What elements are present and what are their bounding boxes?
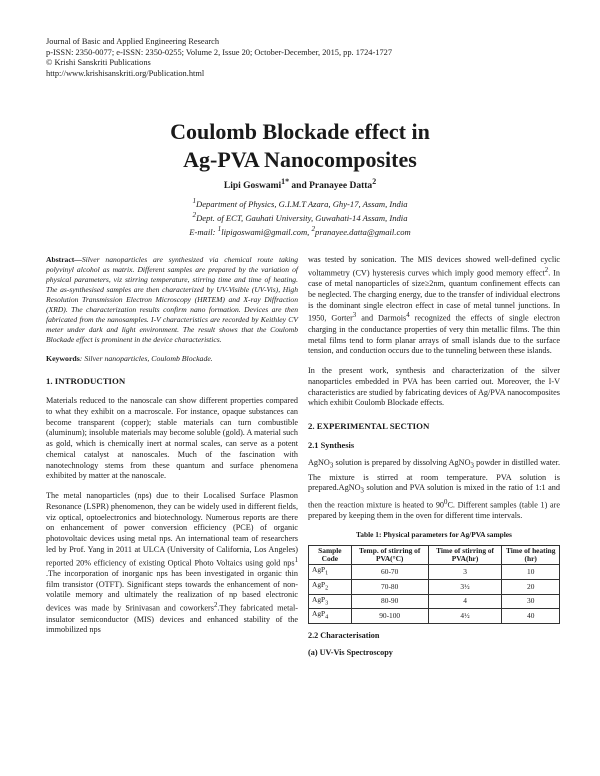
title-line-2: Ag-PVA Nanocomposites	[183, 147, 417, 172]
intro-p2-part-c: .They fabricated metal-insulator semiconductor (MIS) devices and enhanced stability of the immobilized nps	[46, 603, 298, 635]
journal-name: Journal of Basic and Applied Engineering Research	[46, 37, 220, 46]
synth-part-1: AgNO	[308, 458, 330, 468]
title-line-1: Coulomb Blockade effect in	[170, 119, 430, 144]
synth-part-5: C. Different samples (table 1) are prepared by keeping them in the oven for different time intervals.	[308, 500, 560, 521]
heat-cell: 20	[502, 580, 560, 595]
author-2-mark: 2	[372, 177, 377, 186]
synth-part-3: powder in distilled water. The mixture is stirred at room temperature. PVA solution is prepared.AgNO	[308, 458, 560, 493]
temp-cell: 80-90	[351, 594, 428, 609]
table-header-row	[309, 545, 560, 564]
journal-issn: p-ISSN: 2350-0077; e-ISSN: 2350-0255; Volume 2, Issue 20; October-December, 2015, pp. 1724-1727	[46, 47, 393, 57]
sample-code: AgP$_2$	[309, 580, 352, 595]
intro-paragraph-1: Materials reduced to the nanoscale can show different properties compared to what they exhibit on a macroscale. For instance, opaque substances can become transparent (copper); stable materials can turn combustible (aluminum); insoluble materials may become soluble (gold). A material such as gold, which is chemically inert at normal scales, can serve as a potent chemical catalyst at nanoscales. Much of the fascination with nanotechnology stems from these quantum and surface phenomena exhibited by matter at the nanoscale.	[46, 396, 298, 481]
intro-heading: 1. INTRODUCTION	[46, 376, 126, 386]
heat-cell: 30	[502, 594, 560, 609]
sample-code: AgP$_4$	[309, 609, 352, 624]
affiliation-2	[0, 210, 600, 224]
keywords-label: Keywords	[46, 354, 80, 363]
intro-p2-part-a: The metal nanoparticles (nps) due to their Localised Surface Plasmon Resonance (LSPR) phenomenon, they can be widely used in different fields, viz optical, optoelectronics and biotechnology. Numerous reports are there on enhancement of power conversion efficiency (PCE) of organic photovoltaic devices using metal nps. An international team of researchers led by Prof. Yang in 2011 at ULCA (University of California, Los Angeles) reported 20% efficiency of existing Optical Photo Voltaics using gold nps	[46, 491, 298, 568]
affiliation-2-mark: 2	[192, 210, 197, 219]
intro-paragraph-2	[46, 491, 298, 636]
table-row	[309, 580, 560, 595]
header-stir-time: Time of stirring of PVA(hr)	[428, 545, 502, 564]
author-line	[0, 177, 600, 191]
citation-1: 1	[294, 556, 298, 564]
synth-sub-2: 3	[470, 462, 474, 470]
intro-r1-part-d: recognized the effects of single electron charging in the conductance properties of very thin metallic films. The thin metal films tend to form planar arrays of small islands due to the surface tension, and conduction occurs due to the tunneling between these islands.	[308, 314, 560, 356]
header-temp: Temp. of stirring of PVA(°C)	[351, 545, 428, 564]
abstract-text: Silver nanoparticles are synthesized via chemical route taking polyvinyl alcohol as matrix. Different samples are prepared by the variation of physical parameters, viz stirring temperature, stirring time and time of heating. The as-synthesised samples are then characterized by UV-Visible (UV-Vis), High Resolution Transmission Electron Microscopy (HRTEM) and X-ray Diffraction (XRD). The characterization results confirm nano formation. Devices are then fabricated from the nanosamples. I-V characteristics are recorded by Keithley CV meter under dark and light environment. The result shows that the Coulomb Blockade effect is prominent in the device characteristics.	[46, 255, 298, 344]
right-column	[308, 255, 560, 658]
table-row	[309, 565, 560, 580]
abstract-label: Abstract—	[46, 255, 82, 264]
synth-sub-1: 3	[329, 462, 334, 470]
intro-r1-part-b: . In case of metal nanoparticles of size≥2nm, quantum confinement effects can be neglected. The charging energy, due to the transfer of individual electrons is the dominant single electron effect in case of metal tunnel junctions. In 1950, Gorter	[308, 268, 560, 324]
affiliation-1-mark: 1	[192, 197, 197, 205]
temp-cell: 60-70	[351, 565, 428, 580]
abstract	[46, 255, 298, 345]
synth-part-2: solution is prepared by dissolving AgNO	[333, 458, 471, 468]
heat-cell: 10	[502, 565, 560, 580]
journal-copyright: © Krishi Sanskriti Publications	[46, 58, 151, 68]
citation-2: 2	[213, 602, 218, 610]
synthesis-paragraph	[308, 458, 560, 522]
synthesis-heading: 2.1 Synthesis	[308, 441, 355, 451]
intro-paragraph-3	[308, 255, 560, 357]
email-2-mark: 2	[311, 224, 316, 233]
author-2: Pranayee Datta	[309, 181, 373, 192]
stir-cell: 3	[428, 565, 502, 580]
intro-r1-part-c: and Darmois	[356, 314, 407, 324]
sample-code: AgP$_1$	[309, 565, 352, 580]
affiliation-1-text: Department of Physics, G.I.M.T Azara, Ghy-17, Assam, India	[196, 198, 408, 209]
email-1[interactable]: lipigoswami@gmail.com,	[221, 226, 312, 237]
journal-header	[46, 37, 566, 79]
email-1-mark: 1	[217, 224, 222, 233]
synth-part-4: solution and PVA solution is mixed in the ratio of 1:1 and then the reaction mixture is heated to 90	[308, 483, 560, 510]
synth-sub-3: 3	[360, 488, 364, 495]
experimental-heading: 2. EXPERIMENTAL SECTION	[308, 421, 430, 432]
author-joiner: and	[289, 181, 310, 192]
intro-p2-part-b: .The incorporation of inorganic nps has been investigated in organic thin film transistor (OTFT). Significant steps towards the enhancement of non-volatile memory and ultimately the realization of np based electronic devices was made by Srinivasan and coworkers	[46, 568, 298, 613]
stir-cell: 4½	[428, 609, 502, 624]
affiliation-2-text: Dept. of ECT, Gauhati University, Guwahati-14 Assam, India	[196, 212, 408, 223]
journal-url[interactable]: http://www.krishisanskriti.org/Publication.html	[46, 68, 205, 78]
keywords-text: : Silver nanoparticles, Coulomb Blockade.	[79, 354, 213, 363]
email-line	[0, 224, 600, 238]
characterisation-heading: 2.2 Characterisation	[308, 631, 380, 641]
citation-4: 4	[406, 312, 410, 320]
intro-paragraph-4: In the present work, synthesis and characterization of the silver nanoparticles embedded in PVA has been carried out. Moreover, the I-V characteristics are studied by fabricating devices of Ag/PVA nanocomposites which exhibit Coulomb Blockade effects.	[308, 366, 560, 408]
uv-vis-heading: (a) UV-Vis Spectroscopy	[308, 648, 393, 658]
heat-cell: 40	[502, 609, 560, 624]
degree-mark: 0	[444, 498, 448, 506]
table-row	[309, 609, 560, 624]
affiliation-1	[0, 196, 600, 210]
citation-2b: 2	[544, 266, 549, 274]
paragraph-gap	[308, 357, 560, 366]
temp-cell: 90-100	[351, 609, 428, 624]
sample-code: AgP$_3$	[309, 594, 352, 609]
parameters-table	[308, 545, 560, 624]
table-row	[309, 594, 560, 609]
paragraph-gap	[46, 482, 298, 491]
header-sample-code: Sample Code	[309, 545, 352, 564]
temp-cell: 70-80	[351, 580, 428, 595]
keywords	[46, 354, 298, 364]
stir-cell: 4	[428, 594, 502, 609]
email-prefix: E-mail:	[189, 226, 218, 237]
stir-cell: 3½	[428, 580, 502, 595]
intro-r1-part-a: was tested by sonication. The MIS devices showed well-defined cyclic voltammetry (CV) hysteresis curves which imply good memory effect	[308, 255, 560, 278]
affiliations	[0, 196, 600, 238]
paper-title	[0, 118, 600, 174]
citation-3: 3	[352, 312, 357, 320]
header-heat-time: Time of heating (hr)	[502, 545, 560, 564]
author-1: Lipi Goswami	[223, 181, 282, 192]
email-2[interactable]: pranayee.datta@gmail.com	[315, 226, 411, 237]
table-caption: Table 1: Physical parameters for Ag/PVA samples	[356, 529, 512, 539]
left-column	[46, 255, 298, 636]
author-1-mark: 1*	[281, 177, 290, 186]
